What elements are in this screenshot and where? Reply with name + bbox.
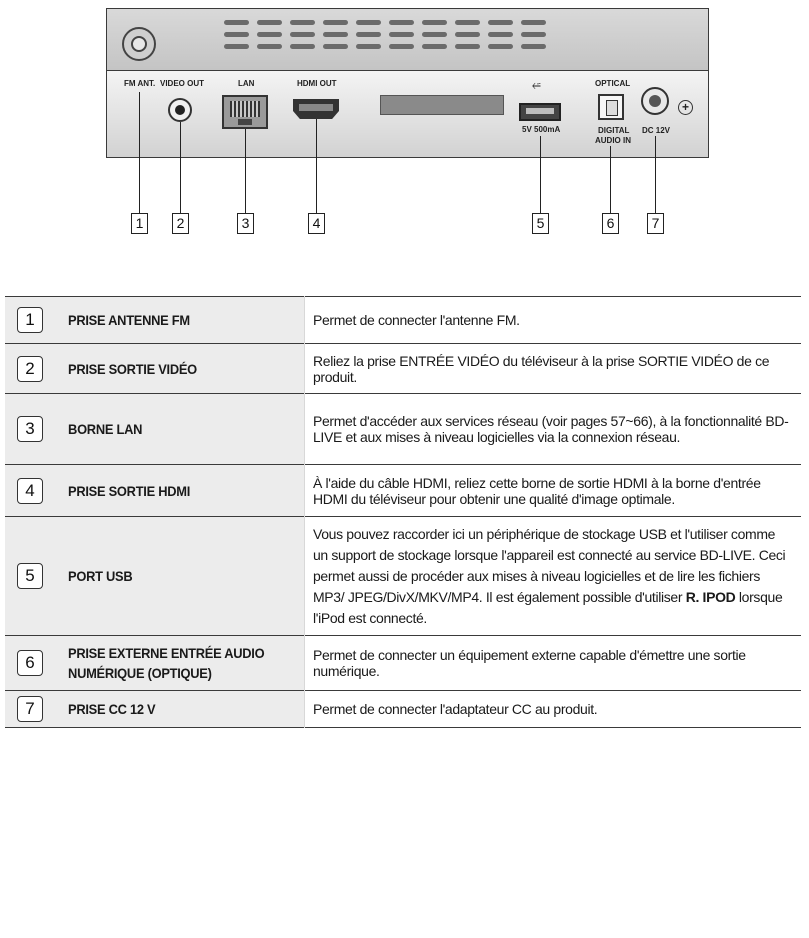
row-number-badge: 5 (17, 563, 43, 589)
lan-label: LAN (238, 79, 255, 88)
callout-4: 4 (308, 213, 325, 234)
connector-description: Reliez la prise ENTRÉE VIDÉO du téléviseur à la prise SORTIE VIDÉO de ce produit. (313, 352, 770, 385)
fm-ant-label: FM ANT. (124, 79, 156, 88)
callout-line-5 (540, 136, 541, 213)
row-number-badge: 3 (17, 416, 43, 442)
callout-line-7 (655, 136, 656, 213)
callout-1: 1 (131, 213, 148, 234)
vent-row-3 (224, 44, 546, 49)
callout-line-3 (245, 129, 246, 213)
connector-description: Permet de connecter l'antenne FM. (313, 312, 520, 328)
optical-label: OPTICAL (595, 79, 631, 88)
hdmi-out-label: HDMI OUT (297, 79, 337, 88)
vent-row-2 (224, 32, 546, 37)
video-out-label: VIDEO OUT (160, 79, 205, 88)
hdmi-port-icon (293, 99, 339, 119)
dc-label: DC 12V (642, 126, 671, 135)
row-number-badge: 1 (17, 307, 43, 333)
connector-description: Permet de connecter l'adaptateur CC au produit. (313, 701, 598, 717)
callout-7: 7 (647, 213, 664, 234)
connector-name: PRISE SORTIE VIDÉO (68, 360, 197, 377)
callout-5: 5 (532, 213, 549, 234)
connector-description: Vous pouvez raccorder ici un périphérique de stockage USB et l'utiliser comme un support de stockage lorsque l'appareil est connecté au service BD-LIVE. Ceci permet aussi de procéder aux mises à niveau logicielles et de lire les fichiers MP3/ JPEG/DivX/MKV/MP4. Il est également possible d'utiliser R. IPOD lorsque l'iPod est connecté. (313, 525, 786, 626)
usb-port-icon (519, 103, 561, 121)
callout-6: 6 (602, 213, 619, 234)
callout-3: 3 (237, 213, 254, 234)
audio-in-label: AUDIO IN (595, 136, 631, 145)
device-rear-panel-illustration (0, 0, 809, 250)
table-row (5, 517, 801, 636)
connector-name: PORT USB (68, 568, 133, 584)
digital-label: DIGITAL (598, 126, 630, 135)
optical-port-icon (598, 94, 624, 120)
connector-name: PRISE CC 12 V (68, 701, 156, 717)
table-row (5, 394, 801, 465)
dc-jack-icon (641, 87, 669, 115)
row-number-badge: 7 (17, 696, 43, 722)
callout-line-1 (139, 92, 140, 213)
table-row (5, 465, 801, 517)
lan-port-icon (222, 95, 268, 129)
connector-name: BORNE LAN (68, 421, 143, 437)
row-number-badge: 2 (17, 356, 43, 382)
callout-line-2 (180, 122, 181, 213)
callout-2: 2 (172, 213, 189, 234)
connector-description: Permet d'accéder aux services réseau (voir pages 57~66), à la fonctionnalité BD-LIVE et aux mises à niveau logicielles via la connexion réseau. (313, 413, 789, 445)
ipod-key-label: R. IPOD (685, 588, 736, 605)
callout-line-6 (610, 146, 611, 213)
usb-symbol-icon: ⭁ (532, 80, 541, 92)
vent-row-1 (224, 20, 546, 25)
row-number-badge: 6 (17, 650, 43, 676)
connector-description-table (5, 296, 801, 728)
connector-description: À l'aide du câble HDMI, reliez cette borne de sortie HDMI à la borne d'entrée HDMI du téléviseur pour obtenir une qualité d'image optimale. (313, 474, 761, 507)
connector-name: PRISE ANTENNE FM (68, 312, 190, 328)
connector-description: Permet de connecter un équipement externe capable d'émettre une sortie numérique. (313, 647, 746, 679)
connector-name: PRISE SORTIE HDMI (68, 482, 191, 499)
table-row (5, 344, 801, 394)
row-number-badge: 4 (17, 478, 43, 504)
display-window (380, 95, 504, 115)
table-row (5, 297, 801, 344)
device-top-casing (106, 8, 709, 70)
table-row (5, 691, 801, 728)
callout-line-4 (316, 119, 317, 213)
plus-polarity-icon: + (678, 100, 693, 115)
fm-antenna-connector-icon (122, 27, 156, 61)
table-row (5, 636, 801, 691)
usb-rating-label: 5V 500mA (522, 125, 561, 134)
video-out-jack-icon (168, 98, 192, 122)
connector-name: PRISE EXTERNE ENTRÉE AUDIO NUMÉRIQUE (OPTIQUE) (68, 645, 265, 681)
